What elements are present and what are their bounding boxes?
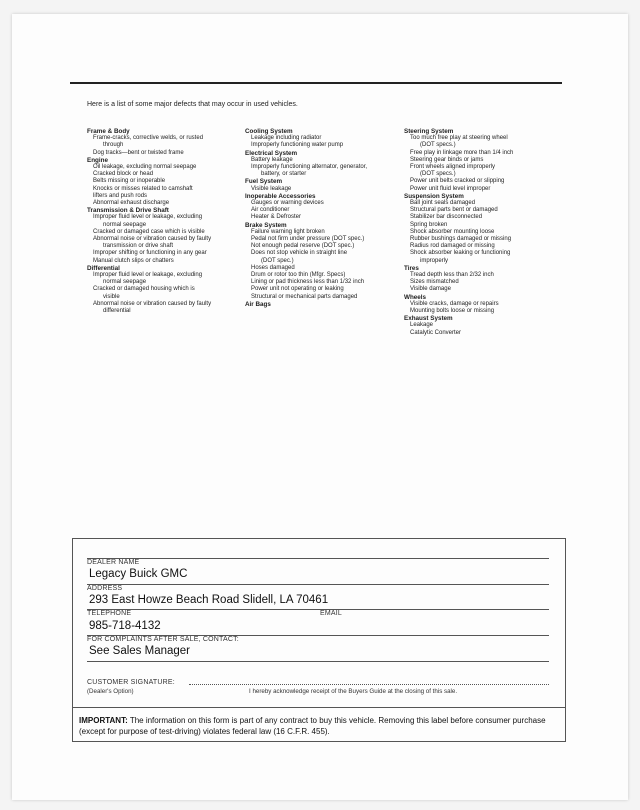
defect-item: Too much free play at steering wheel — [410, 135, 508, 142]
defect-item: Power unit belts cracked or slipping — [410, 178, 505, 185]
defect-item: Steering gear binds or jams — [410, 156, 484, 163]
top-rule — [70, 82, 562, 84]
defect-item: Catalytic Converter — [410, 329, 462, 336]
defect-item: Front wheels aligned improperly — [410, 164, 496, 171]
customer-signature-label: CUSTOMER SIGNATURE: — [87, 679, 175, 686]
telephone-value[interactable]: 985-718-4132 — [89, 620, 161, 632]
defect-item: Knocks or misses related to camshaft — [93, 185, 193, 192]
defect-item: (DOT specs.) — [420, 142, 456, 149]
defect-item: Sizes mismatched — [410, 279, 459, 286]
defect-item: Improper fluid level or leakage, excluding — [93, 214, 203, 221]
defect-category-heading: Electrical System — [245, 149, 298, 157]
divider — [87, 584, 549, 585]
defect-item: Power unit fluid level improper — [410, 185, 491, 192]
defect-item: Visible damage — [410, 286, 451, 293]
defect-item: visible — [103, 293, 120, 300]
defect-item: Does not stop vehicle in straight line — [251, 250, 348, 257]
defect-item: normal seepage — [103, 221, 147, 228]
defect-item: Tread depth less than 2/32 inch — [410, 272, 494, 279]
defect-item: normal seepage — [103, 279, 147, 286]
defect-item: lifters and push rods — [93, 192, 148, 199]
defect-item: Gauges or warning devices — [251, 200, 324, 207]
defect-item: Improperly functioning water pump — [251, 142, 344, 149]
defect-item: Spring broken — [410, 221, 448, 228]
address-value[interactable]: 293 East Howze Beach Road Slidell, LA 70461 — [89, 594, 329, 606]
defect-item: Improper shifting or functioning in any gear — [93, 250, 207, 257]
defect-item: Power unit not operating or leaking — [251, 286, 344, 293]
defect-item: (DOT spec.) — [261, 257, 294, 264]
defect-item: differential — [103, 308, 131, 315]
form-bottom-rule — [73, 707, 565, 708]
defect-item: improperly — [420, 257, 449, 264]
signature-line[interactable] — [189, 684, 549, 685]
defect-item: Abnormal noise or vibration caused by faulty — [93, 236, 212, 243]
defect-item: Failure warning light broken — [251, 228, 325, 235]
defect-category-heading: Wheels — [404, 293, 427, 301]
telephone-label: TELEPHONE — [87, 610, 132, 617]
divider — [87, 661, 549, 662]
defect-category-heading: Frame & Body — [87, 128, 130, 135]
defect-item: Abnormal noise or vibration caused by faulty — [93, 300, 212, 307]
important-text: The information on this form is part of any contract to buy this vehicle. Removing this label before consumer purchase (except for purpose of test-driving) violates federal law (16 C.F.R. 455). — [79, 716, 546, 736]
defect-item: Cracked or damaged case which is visible — [93, 228, 205, 235]
defect-item: Heater & Defroster — [251, 214, 302, 221]
defect-item: Not enough pedal reserve (DOT spec.) — [251, 243, 355, 250]
complaints-label: FOR COMPLAINTS AFTER SALE, CONTACT: — [87, 636, 239, 643]
email-label: EMAIL — [320, 610, 343, 617]
defect-item: Shock absorber mounting loose — [410, 228, 495, 235]
defect-item: (DOT specs.) — [420, 171, 456, 178]
defect-category-heading: Transmission & Drive Shaft — [87, 207, 169, 215]
defect-item: Dog tracks—bent or twisted frame — [93, 149, 184, 156]
defects-column-2 — [245, 128, 395, 308]
acknowledge-receipt-text: I hereby acknowledge receipt of the Buyers Guide at the closing of this sale. — [249, 688, 458, 695]
defect-item: Rubber bushings damaged or missing — [410, 236, 512, 243]
defect-item: Ball joint seals damaged — [410, 200, 476, 207]
defect-item: through — [103, 142, 124, 149]
defect-item: Structural or mechanical parts damaged — [251, 293, 358, 300]
defect-item: Lining or pad thickness less than 1/32 inch — [251, 279, 365, 286]
defect-item: Drum or rotor too thin (Mfgr. Specs) — [251, 272, 346, 279]
address-label: ADDRESS — [87, 585, 123, 592]
defect-category-heading: Tires — [404, 264, 419, 272]
defect-item: Air conditioner — [251, 207, 290, 214]
defect-item: Stabilizer bar disconnected — [410, 214, 483, 221]
complaints-contact-value[interactable]: See Sales Manager — [89, 645, 191, 657]
defect-item: Structural parts bent or damaged — [410, 207, 498, 214]
defect-item: Shock absorber leaking or functioning — [410, 250, 511, 257]
defect-item: Improper fluid level or leakage, excluding — [93, 272, 203, 279]
defect-category-heading: Differential — [87, 264, 120, 272]
defect-category-heading: Cooling System — [245, 128, 293, 135]
defect-item: Manual clutch slips or chatters — [93, 257, 174, 264]
divider — [87, 609, 549, 610]
defect-category-heading: Engine — [87, 156, 108, 164]
defect-item: Leakage including radiator — [251, 135, 322, 142]
defect-category-heading: Air Bags — [245, 300, 271, 308]
defects-column-3 — [404, 128, 554, 337]
defect-item: transmission or drive shaft — [103, 243, 174, 250]
defect-category-heading: Inoperable Accessories — [245, 192, 316, 200]
defects-intro: Here is a list of some major defects that may occur in used vehicles. — [87, 101, 298, 108]
defect-item: Free play in linkage more than 1/4 inch — [410, 149, 514, 156]
important-notice — [79, 715, 559, 737]
defect-item: Cracked or damaged housing which is — [93, 286, 195, 293]
defect-item: Visible leakage — [251, 185, 292, 192]
defect-item: Abnormal exhaust discharge — [93, 200, 170, 207]
defect-item: battery, or starter — [261, 171, 307, 178]
defect-category-heading: Fuel System — [245, 178, 283, 186]
defect-item: Oil leakage, excluding normal seepage — [93, 164, 197, 171]
defect-item: Cracked block or head — [93, 171, 154, 178]
dealer-form — [72, 538, 566, 742]
dealer-name-label: DEALER NAME — [87, 559, 140, 566]
defects-column-1 — [87, 128, 239, 315]
defect-category-heading: Brake System — [245, 221, 287, 229]
defect-item: Leakage — [410, 322, 434, 329]
dealer-option-note: (Dealer's Option) — [87, 688, 134, 695]
important-label: IMPORTANT: — [79, 716, 128, 725]
divider — [87, 558, 549, 559]
defect-item: Battery leakage — [251, 156, 293, 163]
defect-item: Radius rod damaged or missing — [410, 243, 495, 250]
defect-item: Belts missing or inoperable — [93, 178, 166, 185]
defect-item: Mounting bolts loose or missing — [410, 308, 495, 315]
defect-category-heading: Steering System — [404, 128, 454, 135]
defect-category-heading: Exhaust System — [404, 315, 453, 323]
defect-item: Pedal not firm under pressure (DOT spec.) — [251, 236, 365, 243]
dealer-name-value[interactable]: Legacy Buick GMC — [89, 568, 188, 580]
defect-item: Frame-cracks, corrective welds, or rusted — [93, 135, 204, 142]
defect-item: Hoses damaged — [251, 264, 295, 271]
defect-item: Visible cracks, damage or repairs — [410, 300, 499, 307]
defect-item: Improperly functioning alternator, generator, — [251, 164, 368, 171]
defect-category-heading: Suspension System — [404, 192, 464, 200]
